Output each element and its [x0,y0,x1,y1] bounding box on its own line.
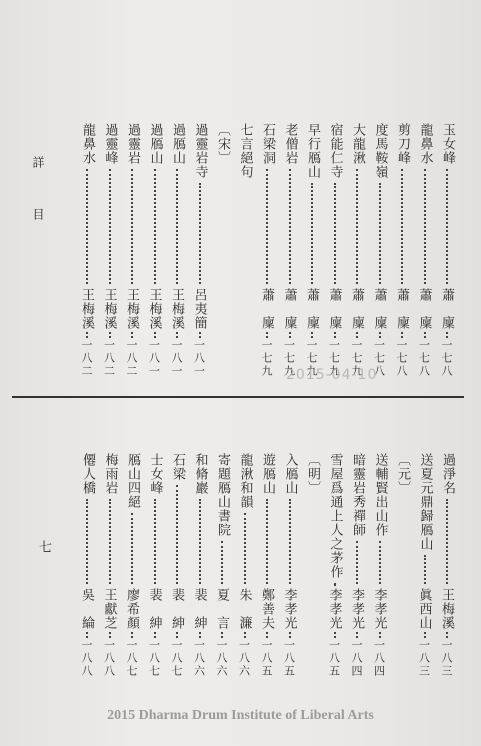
dot-leader [266,499,270,584]
dot-leader [86,632,90,638]
dot-leader [379,183,383,284]
entry-title: 大龍湫 [350,123,365,165]
entry-page-number: 一八一 [170,339,183,378]
dot-leader [446,169,450,284]
dot-leader [266,332,270,338]
entry-title: 早行鴈山 [305,123,320,179]
dot-leader [221,541,225,584]
entry-page-number: 一八六 [237,639,251,678]
entry-author: 蕭 廩 [439,288,454,330]
entry-title: 石梁 [170,453,185,481]
entry-title: 過鴈山 [147,123,163,165]
dot-leader [86,169,90,284]
dot-leader [131,332,135,338]
dot-leader [334,332,338,338]
toc-entry [440,453,454,713]
dot-leader [244,513,248,584]
entry-page-number: 一八二 [125,339,138,378]
entry-page-number: 一八三 [417,639,431,678]
entry-title: 送夏元鼎歸鴈山 [417,453,433,551]
entry-title: 玉女峰 [440,123,455,165]
dot-leader [356,541,360,584]
entry-title: 龍鼻水 [80,123,95,165]
entry-page-number: 一八七 [147,639,161,678]
dot-leader [154,499,158,584]
toc-entry [350,123,364,383]
toc-entry [283,453,297,713]
dot-leader [424,169,428,284]
entry-title: 遊鴈山 [260,453,275,495]
toc-entry [103,453,117,713]
side-label-bottom: 目 [31,208,45,220]
entry-title: 鴈山四絕 [125,453,140,509]
entry-author: 王梅溪 [146,288,162,330]
entry-page-number: 一七八 [395,339,408,378]
dot-leader [446,632,450,638]
dot-leader [199,499,203,584]
entry-author: 王獻芝 [101,588,117,630]
entry-title: 寄題鴈山書院 [215,453,230,537]
entry-page-number: 一八五 [260,639,273,678]
dot-leader [86,332,90,338]
entry-page-number: 一八二 [102,339,116,378]
entry-title: 宿能仁寺 [327,123,343,179]
entry-page-number: 一七八 [440,339,453,378]
toc-entry [125,453,139,713]
toc-entry [193,123,207,383]
dot-leader [176,485,180,584]
entry-author: 夏 言 [214,588,229,630]
dot-leader [356,332,360,338]
section-divider [12,396,464,398]
entry-title: 剪刀峰 [395,123,410,165]
entry-author: 王梅溪 [79,288,94,330]
entry-title: 過淨名 [440,453,455,495]
entry-title: 梅雨岩 [102,453,118,495]
entry-page-number: 一八七 [125,639,138,678]
dot-leader [334,583,338,584]
entry-author: 王梅溪 [124,288,139,330]
entry-title: 老僧岩 [282,123,298,165]
toc-entry [418,123,432,383]
dot-leader [379,632,383,638]
toc-entry [440,123,454,383]
dot-leader [266,632,270,638]
entry-title: 入鴈山 [282,453,298,495]
entry-page-number: 一八六 [215,639,228,678]
entry-page-number: 一八六 [192,639,206,678]
heading-text: 〔元〕 [395,453,410,495]
entry-title: 暗靈岩秀禪師 [350,453,365,537]
entry-author: 呂夷簡 [191,288,207,330]
entry-page-number: 一八五 [282,639,296,678]
dot-leader [154,632,158,638]
toc-entry [238,453,252,713]
dot-leader [311,183,315,284]
dot-leader [244,632,248,638]
entry-title: 龍湫和韻 [237,453,253,509]
toc-entry [283,123,297,383]
page-number: 七 [36,540,51,553]
section-heading [215,123,229,383]
dot-leader [446,499,450,584]
toc-entry [260,123,274,383]
entry-author: 廖希顏 [124,588,139,630]
dot-leader [131,169,135,284]
entry-author: 鄭善夫 [259,588,274,630]
entry-page-number: 一七九 [282,339,296,378]
dot-leader [356,169,360,284]
dot-leader [266,169,270,284]
entry-title: 過鴈山 [170,123,185,165]
toc-entry [215,453,229,713]
date-stamp: 2015-04-10 [286,367,378,383]
toc-entry [125,123,139,383]
dot-leader [109,632,113,638]
dot-leader [109,169,113,284]
entry-title: 石梁洞 [260,123,275,165]
toc-entry [193,453,207,713]
toc-entry [148,123,162,383]
toc-entry [170,453,184,713]
dot-leader [131,513,135,584]
dot-leader [176,632,180,638]
heading-text: 〔明〕 [305,453,320,495]
entry-author: 李孝光 [326,588,342,630]
entry-title: 士女峰 [147,453,163,495]
entry-author: 李孝光 [371,588,387,630]
entry-author: 蕭 廩 [326,288,342,330]
entry-author: 裴 紳 [191,588,207,630]
toc-entry [80,453,94,713]
section-heading [305,453,319,713]
dot-leader [289,499,293,584]
entry-page-number: 一七九 [260,339,273,378]
toc-entry [80,123,94,383]
entry-page-number: 一八八 [80,639,93,678]
entry-page-number: 一八七 [170,639,183,678]
entry-page-number: 一八八 [102,639,116,678]
entry-title: 度馬鞍嶺 [372,123,388,179]
entry-author: 李孝光 [281,588,297,630]
entry-author: 蕭 廩 [416,288,432,330]
entry-author: 蕭 廩 [371,288,387,330]
heading-text: 七言絕句 [237,123,253,179]
dot-leader [289,332,293,338]
watermark-text: 2015 Dharma Drum Institute of Liberal Arts [107,708,374,723]
dot-leader [379,541,383,584]
toc-entry [103,123,117,383]
entry-author: 裴 紳 [146,588,162,630]
toc-entry [170,123,184,383]
toc-entry [373,123,387,383]
entry-author: 蕭 廩 [304,288,319,330]
entry-title: 過靈峰 [102,123,118,165]
entry-author: 蕭 廩 [281,288,297,330]
dot-leader [199,183,203,284]
dot-leader [401,169,405,284]
entry-page-number: 一七九 [350,339,363,378]
toc-entry [328,123,342,383]
entry-page-number: 一八一 [147,339,161,378]
toc-entry [395,123,409,383]
toc-entry [350,453,364,713]
entry-author: 眞西山 [416,588,432,630]
toc-entry [373,453,387,713]
dot-leader [334,183,338,284]
entry-page-number: 一七九 [305,339,318,378]
entry-author: 裴 紳 [169,588,184,630]
entry-page-number: 一八二 [80,339,93,378]
entry-page-number: 一八一 [192,339,206,378]
dot-leader [199,332,203,338]
toc-entry [418,453,432,713]
dot-leader [109,499,113,584]
dot-leader [424,632,428,638]
dot-leader [154,332,158,338]
dot-leader [401,332,405,338]
toc-entry [328,453,342,713]
dot-leader [356,632,360,638]
heading-text: 〔宋〕 [215,123,230,165]
dot-leader [289,169,293,284]
dot-leader [424,555,428,584]
entry-author: 李孝光 [349,588,364,630]
entry-author: 王梅溪 [439,588,454,630]
dot-leader [176,332,180,338]
entry-title: 僊人橋 [80,453,95,495]
entry-page-number: 一八四 [372,639,386,678]
dot-leader [131,632,135,638]
entry-author: 吳 綸 [79,588,94,630]
dot-leader [199,632,203,638]
dot-leader [379,332,383,338]
dot-leader [424,332,428,338]
toc-entry [148,453,162,713]
entry-author: 蕭 廩 [259,288,274,330]
entry-page-number: 一七八 [372,339,386,378]
entry-page-number: 一八三 [440,639,453,678]
dot-leader [334,632,338,638]
entry-title: 過靈岩寺 [192,123,208,179]
entry-page-number: 一七九 [327,339,341,378]
entry-page-number: 一八四 [350,639,363,678]
entry-author: 蕭 廩 [394,288,409,330]
entry-title: 送輔賢出山作 [372,453,388,537]
entry-title: 過靈岩 [125,123,140,165]
entry-author: 王梅溪 [101,288,117,330]
dot-leader [289,632,293,638]
dot-leader [221,632,225,638]
side-label-top: 詳 [31,156,45,168]
dot-leader [446,332,450,338]
section-heading [238,123,252,383]
entry-title: 龍鼻水 [417,123,433,165]
dot-leader [311,332,315,338]
entry-author: 蕭 廩 [349,288,364,330]
entry-author: 王梅溪 [169,288,184,330]
entry-page-number: 一七八 [417,339,431,378]
toc-entry [260,453,274,713]
dot-leader [109,332,113,338]
entry-author: 朱 濂 [236,588,252,630]
dot-leader [154,169,158,284]
dot-leader [86,499,90,584]
entry-title: 雪屋爲通上人之茅作 [327,453,343,579]
entry-title: 和脩巖 [192,453,208,495]
dot-leader [176,169,180,284]
entry-page-number: 一八五 [327,639,341,678]
toc-entry [305,123,319,383]
section-heading [395,453,409,713]
